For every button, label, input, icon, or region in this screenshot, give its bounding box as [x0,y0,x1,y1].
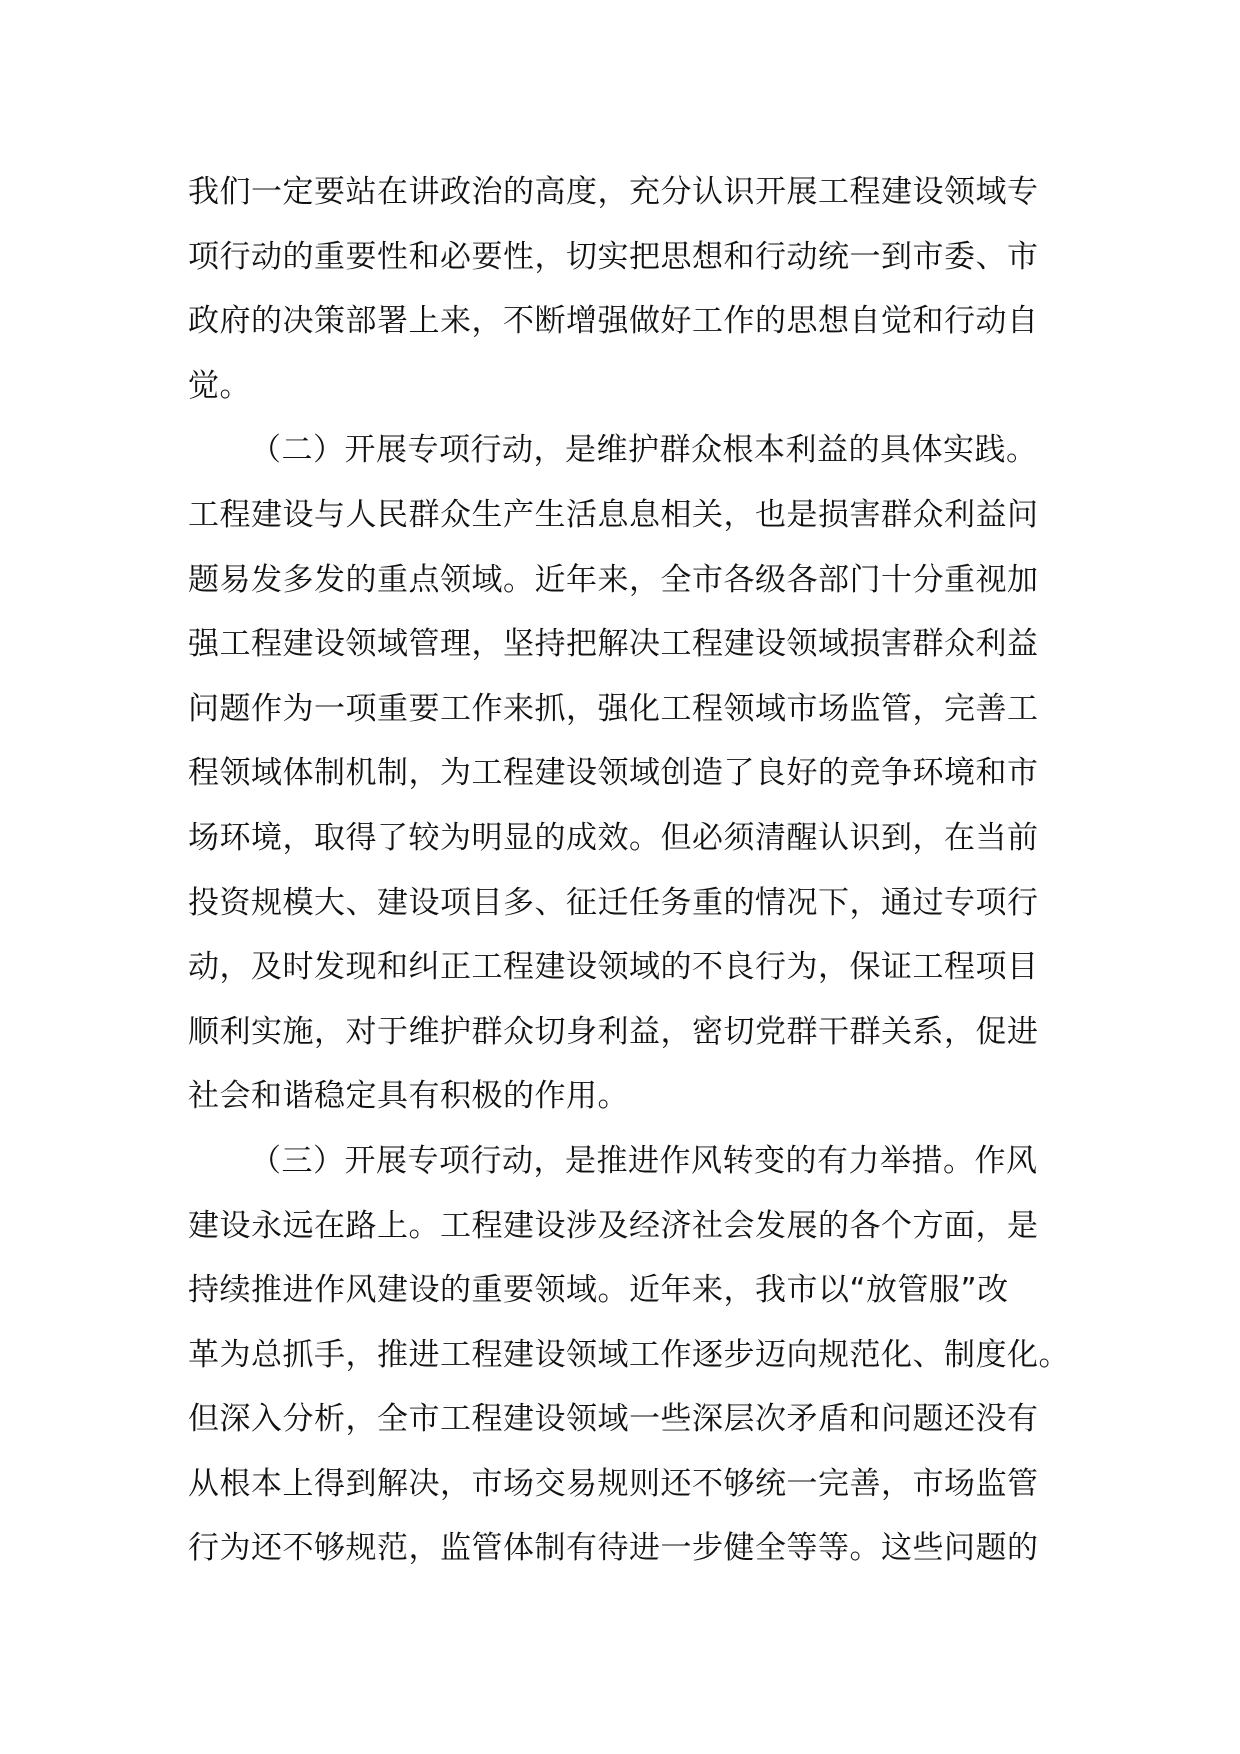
text-line: 革为总抓手，推进工程建设领域工作逐步迈向规范化、制度化。 [188,1336,1070,1373]
text-line: 问题作为一项重要工作来抓，强化工程领域市场监管，完善工 [188,690,1039,727]
text-line: 动，及时发现和纠正工程建设领域的不良行为，保证工程项目 [188,949,1039,986]
text-line: 但深入分析，全市工程建设领域一些深层次矛盾和问题还没有 [188,1401,1039,1438]
text-line: 顺利实施，对于维护群众切身利益，密切党群干群关系，促进 [188,1013,1039,1050]
text-line: 觉。 [188,367,251,404]
text-line: 建设永远在路上。工程建设涉及经济社会发展的各个方面，是 [188,1207,1039,1244]
body-text [188,160,1068,1581]
text-line: 从根本上得到解决，市场交易规则还不够统一完善，市场监管 [188,1465,1039,1502]
text-line: 项行动的重要性和必要性，切实把思想和行动统一到市委、市 [188,238,1039,275]
section-heading-2: （二）开展专项行动，是维护群众根本利益的具体实践。 [250,432,1038,469]
text-line: 强工程建设领域管理，坚持把解决工程建设领域损害群众利益 [188,626,1039,663]
text-line: 投资规模大、建设项目多、征迁任务重的情况下，通过专项行 [188,884,1039,921]
section-heading-3: （三）开展专项行动，是推进作风转变的有力举措。作风 [250,1142,1038,1179]
text-line: 工程建设与人民群众生产生活息息相关，也是损害群众利益问 [188,496,1039,533]
text-line: 场环境，取得了较为明显的成效。但必须清醒认识到，在当前 [188,819,1039,856]
text-line: 政府的决策部署上来，不断增强做好工作的思想自觉和行动自 [188,303,1039,340]
text-line: 社会和谐稳定具有积极的作用。 [188,1078,629,1115]
text-line: 我们一定要站在讲政治的高度，充分认识开展工程建设领域专 [188,174,1039,210]
text-line: 持续推进作风建设的重要领域。近年来，我市以“放管服”改 [188,1272,1009,1309]
text-line: 题易发多发的重点领域。近年来，全市各级各部门十分重视加 [188,561,1039,598]
text-line: 行为还不够规范，监管体制有待进一步健全等等。这些问题的 [188,1530,1039,1567]
text-line: 程领域体制机制，为工程建设领域创造了良好的竞争环境和市 [188,755,1039,792]
